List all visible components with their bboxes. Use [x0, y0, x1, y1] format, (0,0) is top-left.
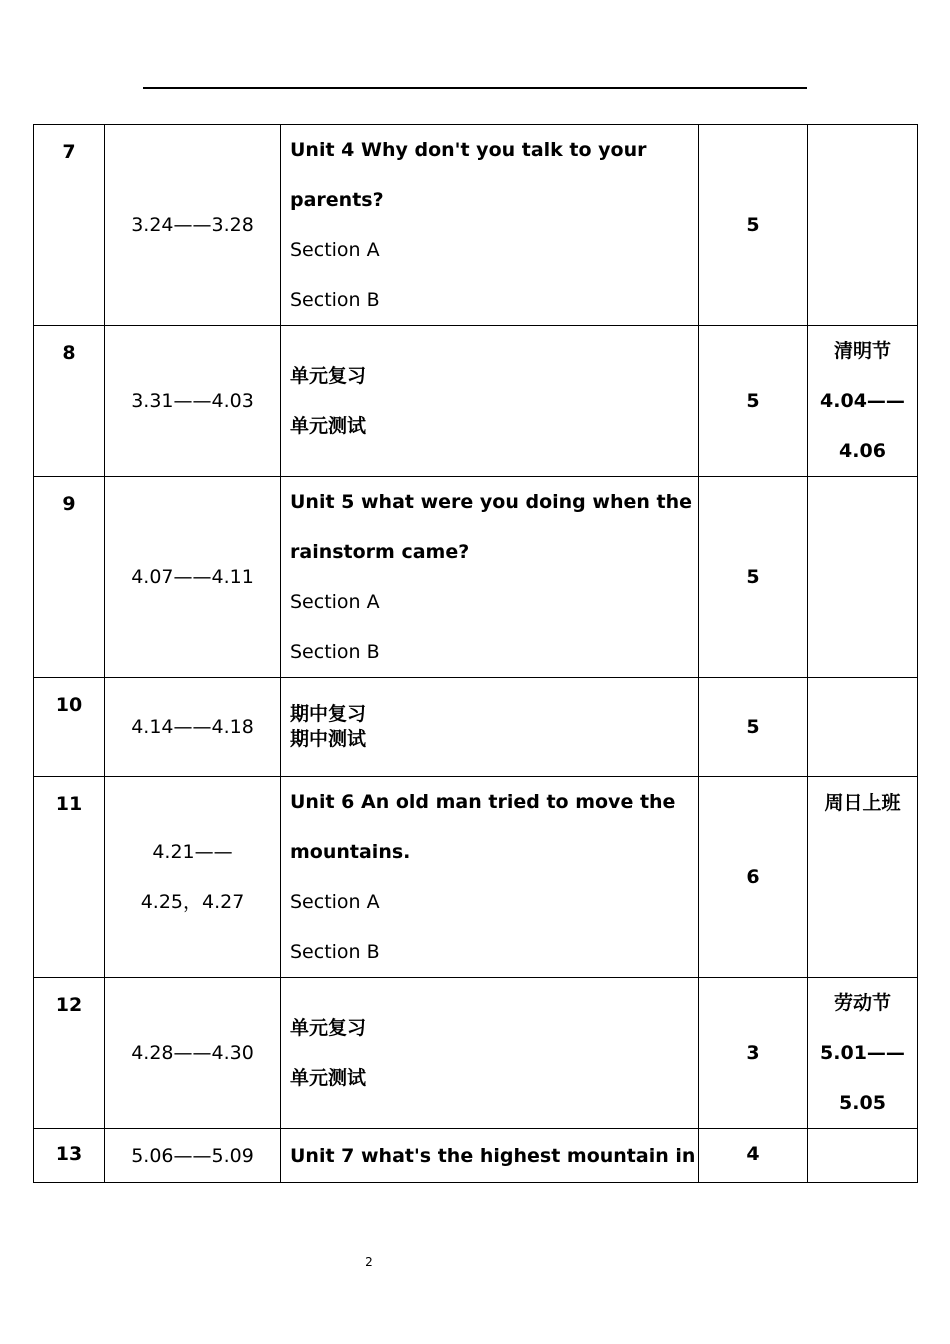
hours-cell: 4 [699, 1129, 808, 1183]
date-line: 4.21—— [152, 841, 233, 863]
week-cell: 11 [34, 777, 105, 978]
note-cell [808, 477, 918, 678]
content-cell [281, 777, 699, 978]
note-cell [808, 978, 918, 1129]
hours-cell: 3 [699, 978, 808, 1129]
hours-cell: 5 [699, 125, 808, 326]
date-cell [105, 777, 281, 978]
date-cell [105, 326, 281, 477]
content-line: Section A [290, 591, 380, 613]
table-row [34, 1129, 918, 1183]
content-cell [281, 978, 699, 1129]
content-line: 期中测试 [290, 728, 367, 750]
note-cell [808, 326, 918, 477]
date-line: 3.31——4.03 [131, 390, 254, 412]
table-row [34, 125, 918, 326]
date-line: 5.06——5.09 [131, 1145, 254, 1167]
date-line: 4.28——4.30 [131, 1042, 254, 1064]
note-cell [808, 1129, 918, 1183]
hours-cell: 6 [699, 777, 808, 978]
week-cell: 7 [34, 125, 105, 326]
content-cell [281, 326, 699, 477]
content-cell [281, 477, 699, 678]
note-line: 5.05 [839, 1092, 886, 1114]
note-cell [808, 777, 918, 978]
date-cell [105, 678, 281, 777]
hours-cell: 5 [699, 326, 808, 477]
note-cell [808, 125, 918, 326]
content-line: mountains. [290, 841, 411, 863]
date-cell [105, 477, 281, 678]
hours-cell: 5 [699, 477, 808, 678]
header-rule [143, 87, 807, 89]
week-cell: 9 [34, 477, 105, 678]
date-cell [105, 125, 281, 326]
note-line: 劳动节 [833, 992, 891, 1014]
content-cell [281, 125, 699, 326]
date-line: 3.24——3.28 [131, 214, 254, 236]
note-cell [808, 678, 918, 777]
date-line: 4.14——4.18 [131, 716, 254, 738]
date-cell [105, 1129, 281, 1183]
content-line: Section B [290, 289, 380, 311]
week-cell: 8 [34, 326, 105, 477]
note-line: 4.04—— [820, 390, 905, 412]
note-line: 4.06 [839, 440, 886, 462]
page-number: 2 [365, 1255, 373, 1269]
schedule-table [33, 124, 918, 1183]
table-row [34, 477, 918, 678]
content-line: 单元测试 [290, 415, 367, 437]
hours-cell: 5 [699, 678, 808, 777]
note-line: 周日上班 [824, 792, 901, 814]
content-line: 单元测试 [290, 1067, 367, 1089]
table-row [34, 978, 918, 1129]
content-line: Section A [290, 239, 380, 261]
content-line: Unit 5 what were you doing when the [290, 491, 692, 513]
content-line: Section B [290, 641, 380, 663]
table-row [34, 678, 918, 777]
content-line: 单元复习 [290, 1017, 367, 1039]
note-line: 5.01—— [820, 1042, 905, 1064]
content-cell [281, 678, 699, 777]
content-line: 单元复习 [290, 365, 367, 387]
content-line: 期中复习 [290, 703, 367, 725]
content-line: Unit 7 what's the highest mountain in [290, 1145, 696, 1167]
note-line: 清明节 [833, 340, 891, 362]
schedule-body [34, 125, 918, 1183]
date-cell [105, 978, 281, 1129]
content-line: Section A [290, 891, 380, 913]
week-cell: 10 [34, 678, 105, 777]
content-line: Section B [290, 941, 380, 963]
table-row [34, 777, 918, 978]
content-line: rainstorm came? [290, 541, 470, 563]
table-row [34, 326, 918, 477]
week-cell: 13 [34, 1129, 105, 1183]
date-line: 4.25，4.27 [140, 891, 245, 913]
content-line: Unit 4 Why don't you talk to your [290, 139, 647, 161]
date-line: 4.07——4.11 [131, 566, 254, 588]
content-line: parents? [290, 189, 384, 211]
content-cell [281, 1129, 699, 1183]
content-line: Unit 6 An old man tried to move the [290, 791, 676, 813]
week-cell: 12 [34, 978, 105, 1129]
